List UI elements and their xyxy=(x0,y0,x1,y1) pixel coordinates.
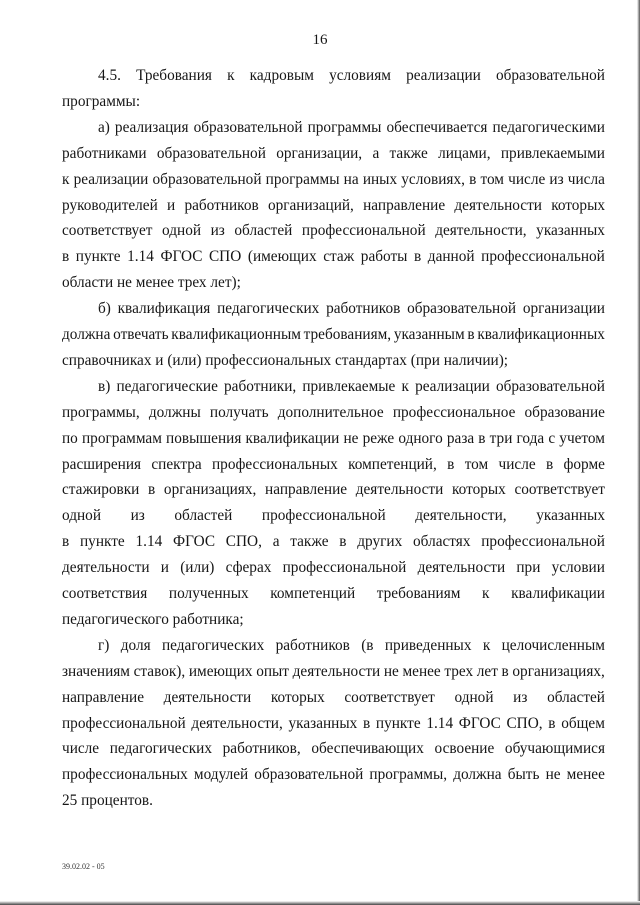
word: педагогических xyxy=(109,740,213,757)
text-line xyxy=(62,403,605,423)
word: должна xyxy=(453,766,502,783)
word: г) xyxy=(98,637,110,654)
word: в) xyxy=(98,378,111,395)
word: направление xyxy=(363,197,446,214)
word: руководителей xyxy=(62,197,158,214)
word: расширения xyxy=(62,456,142,473)
word: которых xyxy=(270,689,325,706)
word: числе xyxy=(498,456,536,473)
word: в xyxy=(362,715,371,732)
word: деятельности xyxy=(417,559,506,576)
word: деятельности xyxy=(163,689,252,706)
word: 1.14 xyxy=(135,533,163,550)
word: пункте xyxy=(80,533,125,550)
text-line xyxy=(98,636,605,656)
word: 1.14 xyxy=(426,715,454,732)
word: при xyxy=(516,559,541,576)
word: педагогического работника; xyxy=(62,611,244,628)
word: работников xyxy=(326,300,401,317)
text-line xyxy=(62,429,605,449)
word: квалификация xyxy=(117,300,211,317)
word: (имеющих xyxy=(247,248,317,265)
word: образовательной xyxy=(156,145,266,162)
word: одного xyxy=(398,430,443,447)
word: 25 процентов. xyxy=(62,792,153,809)
word: программы: xyxy=(62,93,141,110)
word: (в xyxy=(361,637,374,654)
word: компетенций, xyxy=(348,456,437,473)
text-line xyxy=(62,196,605,216)
word: трех xyxy=(444,663,474,680)
text-line xyxy=(62,662,605,682)
word: которых xyxy=(551,197,605,214)
text-line xyxy=(62,506,605,526)
word: образовательной xyxy=(495,378,605,395)
word: реализации xyxy=(73,171,149,188)
word: квалификационным xyxy=(171,326,301,343)
word: программы, xyxy=(62,404,140,421)
word: педагогические xyxy=(116,378,218,395)
word: в xyxy=(478,430,486,447)
word: ставок), xyxy=(133,663,186,680)
word: условии xyxy=(551,559,605,576)
word: не xyxy=(545,766,561,783)
word: в xyxy=(469,171,477,188)
word: форме xyxy=(563,456,605,473)
word: в xyxy=(339,533,347,550)
word: и xyxy=(167,197,176,214)
word: лицами, xyxy=(438,145,491,162)
word: числа xyxy=(567,171,605,188)
word: профессиональное xyxy=(392,404,516,421)
text-line xyxy=(62,584,605,604)
word: ФГОС xyxy=(173,533,216,550)
word: соответствует xyxy=(514,481,605,498)
word: условиям xyxy=(329,67,391,84)
word: повышения xyxy=(166,430,242,447)
word: соответствует xyxy=(344,689,435,706)
word: педагогическими xyxy=(492,119,605,136)
text-line xyxy=(62,791,605,811)
word: общем xyxy=(561,715,605,732)
word: лет xyxy=(476,663,498,680)
word: из xyxy=(513,689,528,706)
word: одной xyxy=(62,507,102,524)
word: области не менее трех лет); xyxy=(62,274,241,291)
word: деятельности xyxy=(454,197,542,214)
word: 4.5. xyxy=(98,67,121,84)
word: спектра xyxy=(151,456,202,473)
word: деятельности xyxy=(292,663,381,680)
scan-edge-bottom xyxy=(0,901,640,905)
word: профессиональной xyxy=(261,507,386,524)
word: обеспечивающих xyxy=(311,740,424,757)
word: обеспечивается xyxy=(386,119,488,136)
word: а xyxy=(372,145,380,162)
word: пункте xyxy=(375,715,421,732)
word: должна xyxy=(62,326,111,343)
word: деятельности, xyxy=(191,715,283,732)
word: по xyxy=(62,430,78,447)
word: образовательной xyxy=(495,67,605,84)
word: к xyxy=(482,585,490,602)
word: реализация xyxy=(114,119,189,136)
word: одной xyxy=(162,222,202,239)
text-line xyxy=(98,118,605,138)
word: должны xyxy=(148,404,201,421)
word: образование xyxy=(524,404,605,421)
word: работников xyxy=(184,197,259,214)
word: требованиям, xyxy=(303,326,392,343)
word: данной xyxy=(427,248,475,265)
word: обучающимися xyxy=(504,740,605,757)
word: квалификационных xyxy=(477,326,605,343)
text-line xyxy=(62,714,605,734)
word: профессиональной xyxy=(282,559,407,576)
word: в xyxy=(548,715,556,732)
word: модулей xyxy=(193,766,249,783)
word: том xyxy=(480,171,504,188)
word: в xyxy=(545,456,554,473)
word: кадровым xyxy=(249,67,314,84)
word: программы, xyxy=(369,766,448,783)
text-line xyxy=(62,170,605,190)
word: в xyxy=(501,663,509,680)
word: раза xyxy=(446,430,475,447)
word: ФГОС xyxy=(458,715,501,732)
word: б) xyxy=(98,300,111,317)
word: образовательной xyxy=(193,119,303,136)
word: указанных xyxy=(536,222,605,239)
word: профессиональной xyxy=(481,533,605,550)
word: СПО, xyxy=(225,533,262,550)
word: соответствия xyxy=(62,585,148,602)
word: в xyxy=(447,456,455,473)
word: квалификации xyxy=(511,585,605,602)
page-number: 16 xyxy=(312,32,328,48)
word: организации xyxy=(522,300,605,317)
word: также xyxy=(389,145,428,162)
text-line xyxy=(62,273,605,293)
text-line xyxy=(62,221,605,241)
word: работы xyxy=(360,248,408,265)
word: направление xyxy=(62,689,145,706)
word: областей xyxy=(547,689,605,706)
text-line xyxy=(62,688,605,708)
text-line xyxy=(62,144,605,164)
word: из xyxy=(210,222,225,239)
word: в xyxy=(467,326,475,343)
word: деятельности xyxy=(62,559,150,576)
word: значениям xyxy=(62,663,130,680)
word: (или) xyxy=(180,559,215,576)
word: три xyxy=(489,430,513,447)
word: работниками xyxy=(62,145,147,162)
word: Требования xyxy=(136,67,212,84)
word: справочниках и (или) профессиональных стандартах (при наличии); xyxy=(62,352,509,369)
word: деятельности, xyxy=(415,507,507,524)
word: и xyxy=(160,559,169,576)
word: организации, xyxy=(276,145,363,162)
text-line xyxy=(62,247,605,267)
word: педагогических xyxy=(161,637,265,654)
word: в xyxy=(148,481,156,498)
word: на xyxy=(343,171,359,188)
word: приведенных xyxy=(384,637,472,654)
word: ФГОС xyxy=(160,248,203,265)
word: программы xyxy=(307,119,382,136)
word: года xyxy=(516,430,545,447)
text-line xyxy=(62,739,605,759)
word: одной xyxy=(454,689,494,706)
word: других xyxy=(357,533,403,550)
word: привлекаемыми xyxy=(500,145,605,162)
word: реализации xyxy=(406,67,481,84)
word: которых xyxy=(451,481,506,498)
word: не xyxy=(383,663,399,680)
word: реализации xyxy=(415,378,490,395)
word: организациях, xyxy=(163,481,257,498)
word: менее xyxy=(566,766,605,783)
word: профессиональной xyxy=(62,715,186,732)
word: СПО xyxy=(208,248,242,265)
word: образовательной xyxy=(152,171,262,188)
word: областях xyxy=(413,533,471,550)
text-line xyxy=(98,299,605,319)
word: числе xyxy=(62,740,100,757)
word: СПО, xyxy=(506,715,543,732)
text-line xyxy=(98,377,605,397)
word: программам xyxy=(81,430,162,447)
text-line xyxy=(62,532,605,552)
text-line xyxy=(62,351,605,371)
word: пункте xyxy=(75,248,121,265)
word: образовательной xyxy=(254,766,364,783)
text-line xyxy=(62,455,605,475)
word: привлекаемые xyxy=(302,378,396,395)
text-line xyxy=(62,92,605,112)
text-line xyxy=(62,610,605,630)
word: полученных xyxy=(168,585,249,602)
word: быть xyxy=(507,766,540,783)
word: также xyxy=(290,533,329,550)
word: к xyxy=(227,67,235,84)
word: том xyxy=(464,456,489,473)
word: имеющих xyxy=(188,663,253,680)
word: квалификации xyxy=(245,430,340,447)
word: целочисленным xyxy=(501,637,605,654)
text-line xyxy=(62,765,605,785)
word: условиях, xyxy=(401,171,465,188)
word: указанных xyxy=(288,715,358,732)
word: компетенций xyxy=(270,585,356,602)
word: числе xyxy=(508,171,546,188)
word: профессиональной xyxy=(301,222,426,239)
word: в xyxy=(414,248,422,265)
word: программы xyxy=(265,171,340,188)
word: из xyxy=(549,171,564,188)
text-line xyxy=(62,325,605,345)
word: не xyxy=(343,430,359,447)
word: профессиональной xyxy=(481,248,605,265)
text-line xyxy=(98,66,605,86)
footer-code: 39.02.02 - 05 xyxy=(62,862,105,871)
word: реже xyxy=(362,430,395,447)
word: деятельности, xyxy=(435,222,527,239)
word: деятельности xyxy=(355,481,444,498)
word: из xyxy=(130,507,145,524)
word: получать xyxy=(209,404,269,421)
word: областей xyxy=(174,507,233,524)
word: с xyxy=(548,430,556,447)
word: в xyxy=(62,533,70,550)
word: областей xyxy=(234,222,293,239)
word: работники, xyxy=(224,378,297,395)
word: учетом xyxy=(559,430,605,447)
word: доля xyxy=(120,637,151,654)
word: менее xyxy=(402,663,441,680)
word: профессиональных xyxy=(62,766,188,783)
word: иных xyxy=(362,171,398,188)
word: профессиональных xyxy=(211,456,338,473)
word: а xyxy=(272,533,280,550)
word: дополнительное xyxy=(277,404,384,421)
word: в xyxy=(62,248,70,265)
word: а) xyxy=(98,119,110,136)
word: образовательной xyxy=(407,300,517,317)
word: опыт xyxy=(256,663,289,680)
word: стаж xyxy=(323,248,355,265)
word: направление xyxy=(265,481,348,498)
word: организаций, xyxy=(267,197,354,214)
word: к xyxy=(62,171,70,188)
word: требованиям xyxy=(376,585,461,602)
word: 1.14 xyxy=(127,248,154,265)
word: к xyxy=(401,378,409,395)
text-line xyxy=(62,558,605,578)
word: отвечать xyxy=(113,326,169,343)
text-line xyxy=(62,480,605,500)
word: указанным xyxy=(393,326,465,343)
word: организациях, xyxy=(512,663,605,680)
word: стажировки xyxy=(62,481,140,498)
word: педагогических xyxy=(217,300,320,317)
word: работников xyxy=(275,637,350,654)
word: работников, xyxy=(222,740,301,757)
word: указанных xyxy=(536,507,605,524)
word: соответствует xyxy=(62,222,153,239)
word: сферах xyxy=(225,559,272,576)
word: освоение xyxy=(434,740,495,757)
word: к xyxy=(482,637,491,654)
